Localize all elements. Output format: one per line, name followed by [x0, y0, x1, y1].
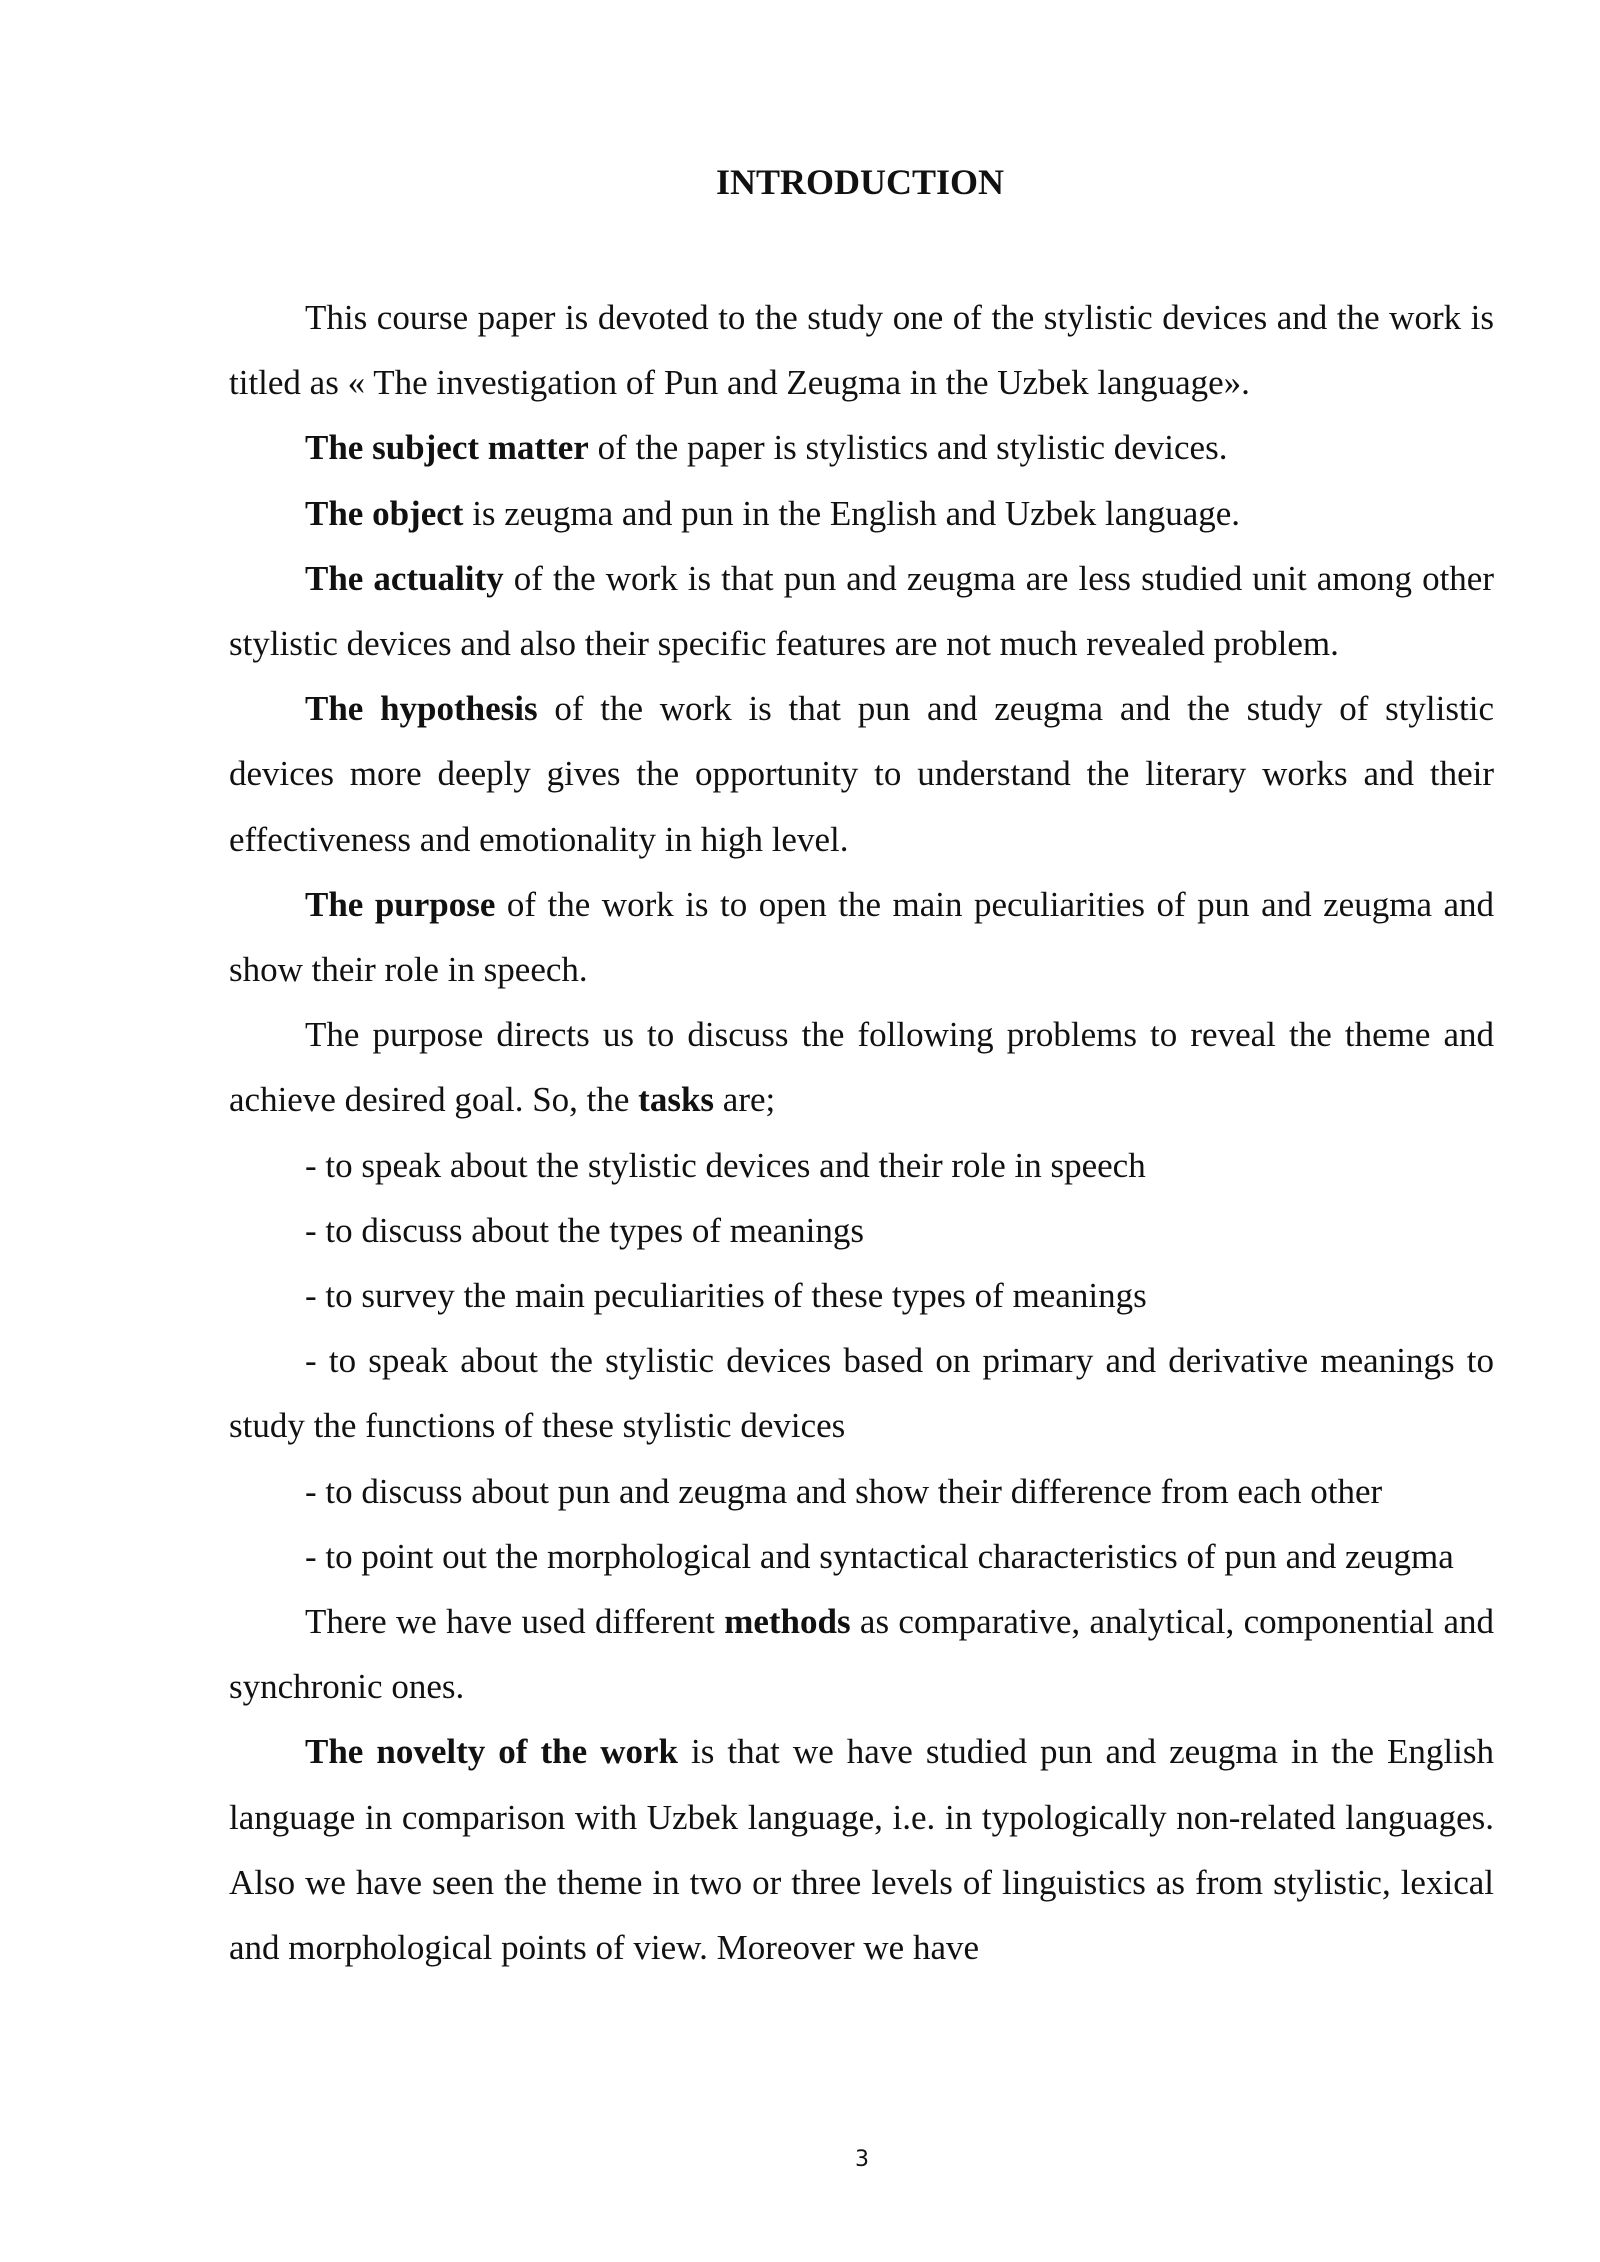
paragraph-object — [229, 481, 1494, 546]
term-subject-matter: The subject matter — [305, 428, 589, 468]
paragraph-intro: This course paper is devoted to the study one of the stylistic devices and the work is titled as « The investigation of Pun and Zeugma in the Uzbek language». — [229, 298, 1494, 403]
paragraph-text: of the work is that pun and zeugma and the study of stylistic devices more deeply gives the opportunity to understand the literary works and their effectiveness and emotionality in high level. — [229, 689, 1494, 859]
task-item: - to speak about the stylistic devices and their role in speech — [305, 1145, 1146, 1185]
task-item: - to point out the morphological and syntactical characteristics of pun and zeugma — [305, 1536, 1454, 1576]
task-item: - to discuss about the types of meanings — [305, 1210, 864, 1250]
paragraph-text: There we have used different — [305, 1602, 725, 1642]
paragraph-text: The purpose directs us to discuss the following problems to reveal the theme and achieve desired goal. So, the — [229, 1015, 1494, 1120]
task-item: - to survey the main peculiarities of these types of meanings — [305, 1276, 1147, 1316]
paragraph-tasks-intro — [229, 1002, 1494, 1132]
body-text — [229, 285, 1494, 1980]
term-object: The object — [305, 493, 464, 533]
paragraph-hypothesis — [229, 676, 1494, 872]
paragraph-purpose — [229, 872, 1494, 1002]
paragraph-text: as comparative, analytical, componential and synchronic ones. — [229, 1602, 1494, 1707]
paragraph-text: of the work is that pun and zeugma are less studied unit among other stylistic devices and also their specific features are not much revealed problem. — [229, 558, 1494, 664]
paragraph-text: of the work is to open the main peculiarities of pun and zeugma and show their role in speech. — [229, 884, 1494, 990]
paragraph-text: is zeugma and pun in the English and Uzbek language. — [463, 493, 1241, 533]
task-item: - to discuss about pun and zeugma and show their difference from each other — [305, 1471, 1383, 1511]
term-novelty: The novelty of the work — [305, 1732, 678, 1772]
section-heading: INTRODUCTION — [715, 162, 1005, 202]
page-number: 3 — [855, 2147, 869, 2172]
paragraph-subject-matter — [229, 415, 1494, 480]
paragraph-text: of the paper is stylistics and stylistic devices. — [588, 428, 1228, 468]
paragraph-novelty — [229, 1719, 1494, 1980]
paragraph-text: is that we have studied pun and zeugma in the English language in comparison with Uzbek language, i.e. in typologically non-related languages. Also we have seen the theme in two or three levels of linguistics as from stylistic, lexical and morphological points of view. Moreover we have — [229, 1732, 1494, 1968]
term-tasks: tasks — [638, 1080, 715, 1120]
paragraph-methods — [229, 1589, 1494, 1719]
paragraph-actuality — [229, 546, 1494, 676]
paragraph-text: are; — [714, 1080, 776, 1120]
term-actuality: The actuality — [305, 558, 504, 598]
term-hypothesis: The hypothesis — [305, 689, 538, 729]
term-methods: methods — [724, 1602, 851, 1642]
task-item: - to speak about the stylistic devices based on primary and derivative meanings to study the functions of these stylistic devices — [229, 1341, 1494, 1446]
term-purpose: The purpose — [305, 884, 496, 924]
